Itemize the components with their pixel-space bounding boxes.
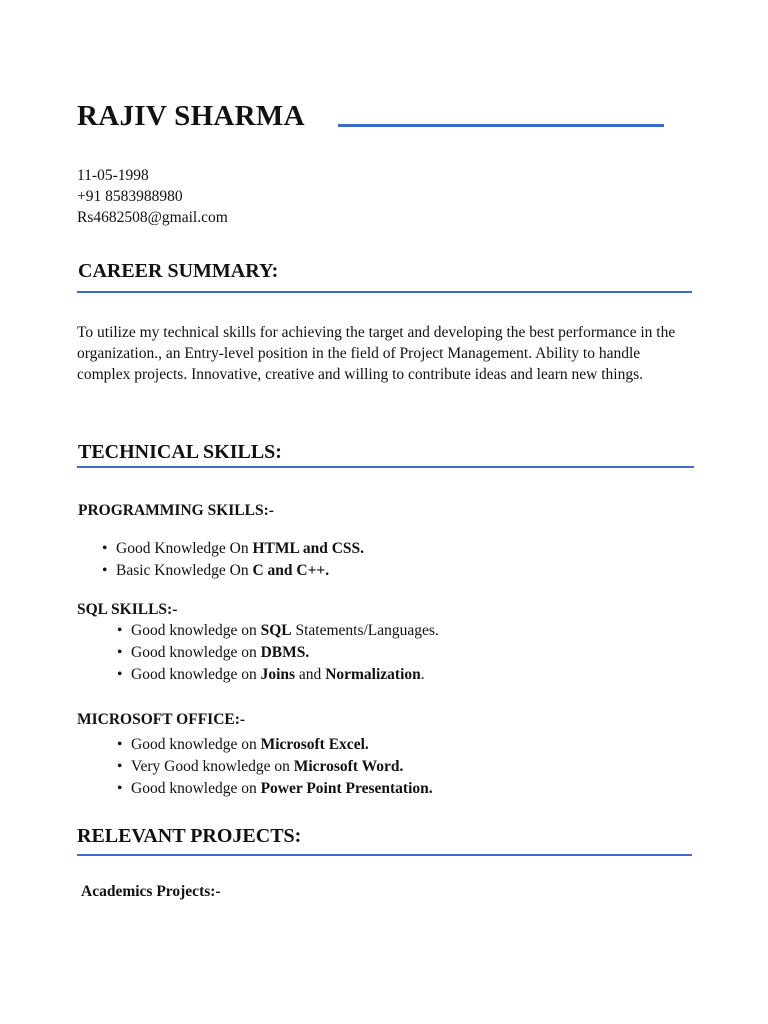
programming-skills-list bbox=[102, 538, 364, 582]
programming-skills-heading: PROGRAMMING SKILLS:- bbox=[78, 502, 274, 519]
contact-block bbox=[77, 165, 228, 228]
microsoft-office-list bbox=[117, 734, 433, 800]
technical-skills-heading: TECHNICAL SKILLS: bbox=[78, 441, 282, 463]
academic-projects-heading: Academics Projects:- bbox=[81, 883, 221, 900]
phone-number: +91 8583988980 bbox=[77, 188, 183, 205]
list-item: • Basic Knowledge On C and C++. bbox=[102, 560, 364, 582]
career-summary-divider bbox=[77, 291, 692, 293]
relevant-projects-heading: RELEVANT PROJECTS: bbox=[77, 825, 302, 847]
list-item: • Good knowledge on SQL Statements/Languages. bbox=[117, 620, 439, 642]
sql-skills-heading: SQL SKILLS:- bbox=[77, 601, 178, 618]
email-address: Rs4682508@gmail.com bbox=[77, 209, 228, 226]
relevant-projects-divider bbox=[77, 854, 692, 856]
microsoft-office-heading: MICROSOFT OFFICE:- bbox=[77, 711, 246, 728]
name-divider bbox=[338, 124, 664, 127]
technical-skills-divider bbox=[77, 466, 694, 468]
sql-skills-list bbox=[117, 620, 439, 686]
list-item: • Very Good knowledge on Microsoft Word. bbox=[117, 756, 433, 778]
list-item: • Good knowledge on Power Point Presentation. bbox=[117, 778, 433, 800]
list-item: • Good knowledge on DBMS. bbox=[117, 642, 439, 664]
date-of-birth: 11-05-1998 bbox=[77, 167, 149, 184]
career-summary-text: To utilize my technical skills for achieving the target and developing the best performance in the organization., an Entry-level position in the field of Project Management. Ability to handle complex projects. Innovative, creative and willing to contribute ideas and learn new things. bbox=[77, 324, 676, 383]
career-summary-heading: CAREER SUMMARY: bbox=[78, 260, 279, 282]
list-item: • Good Knowledge On HTML and CSS. bbox=[102, 538, 364, 560]
candidate-name: RAJIV SHARMA bbox=[77, 100, 305, 132]
list-item: • Good knowledge on Microsoft Excel. bbox=[117, 734, 433, 756]
list-item: • Good knowledge on Joins and Normalization. bbox=[117, 664, 439, 686]
